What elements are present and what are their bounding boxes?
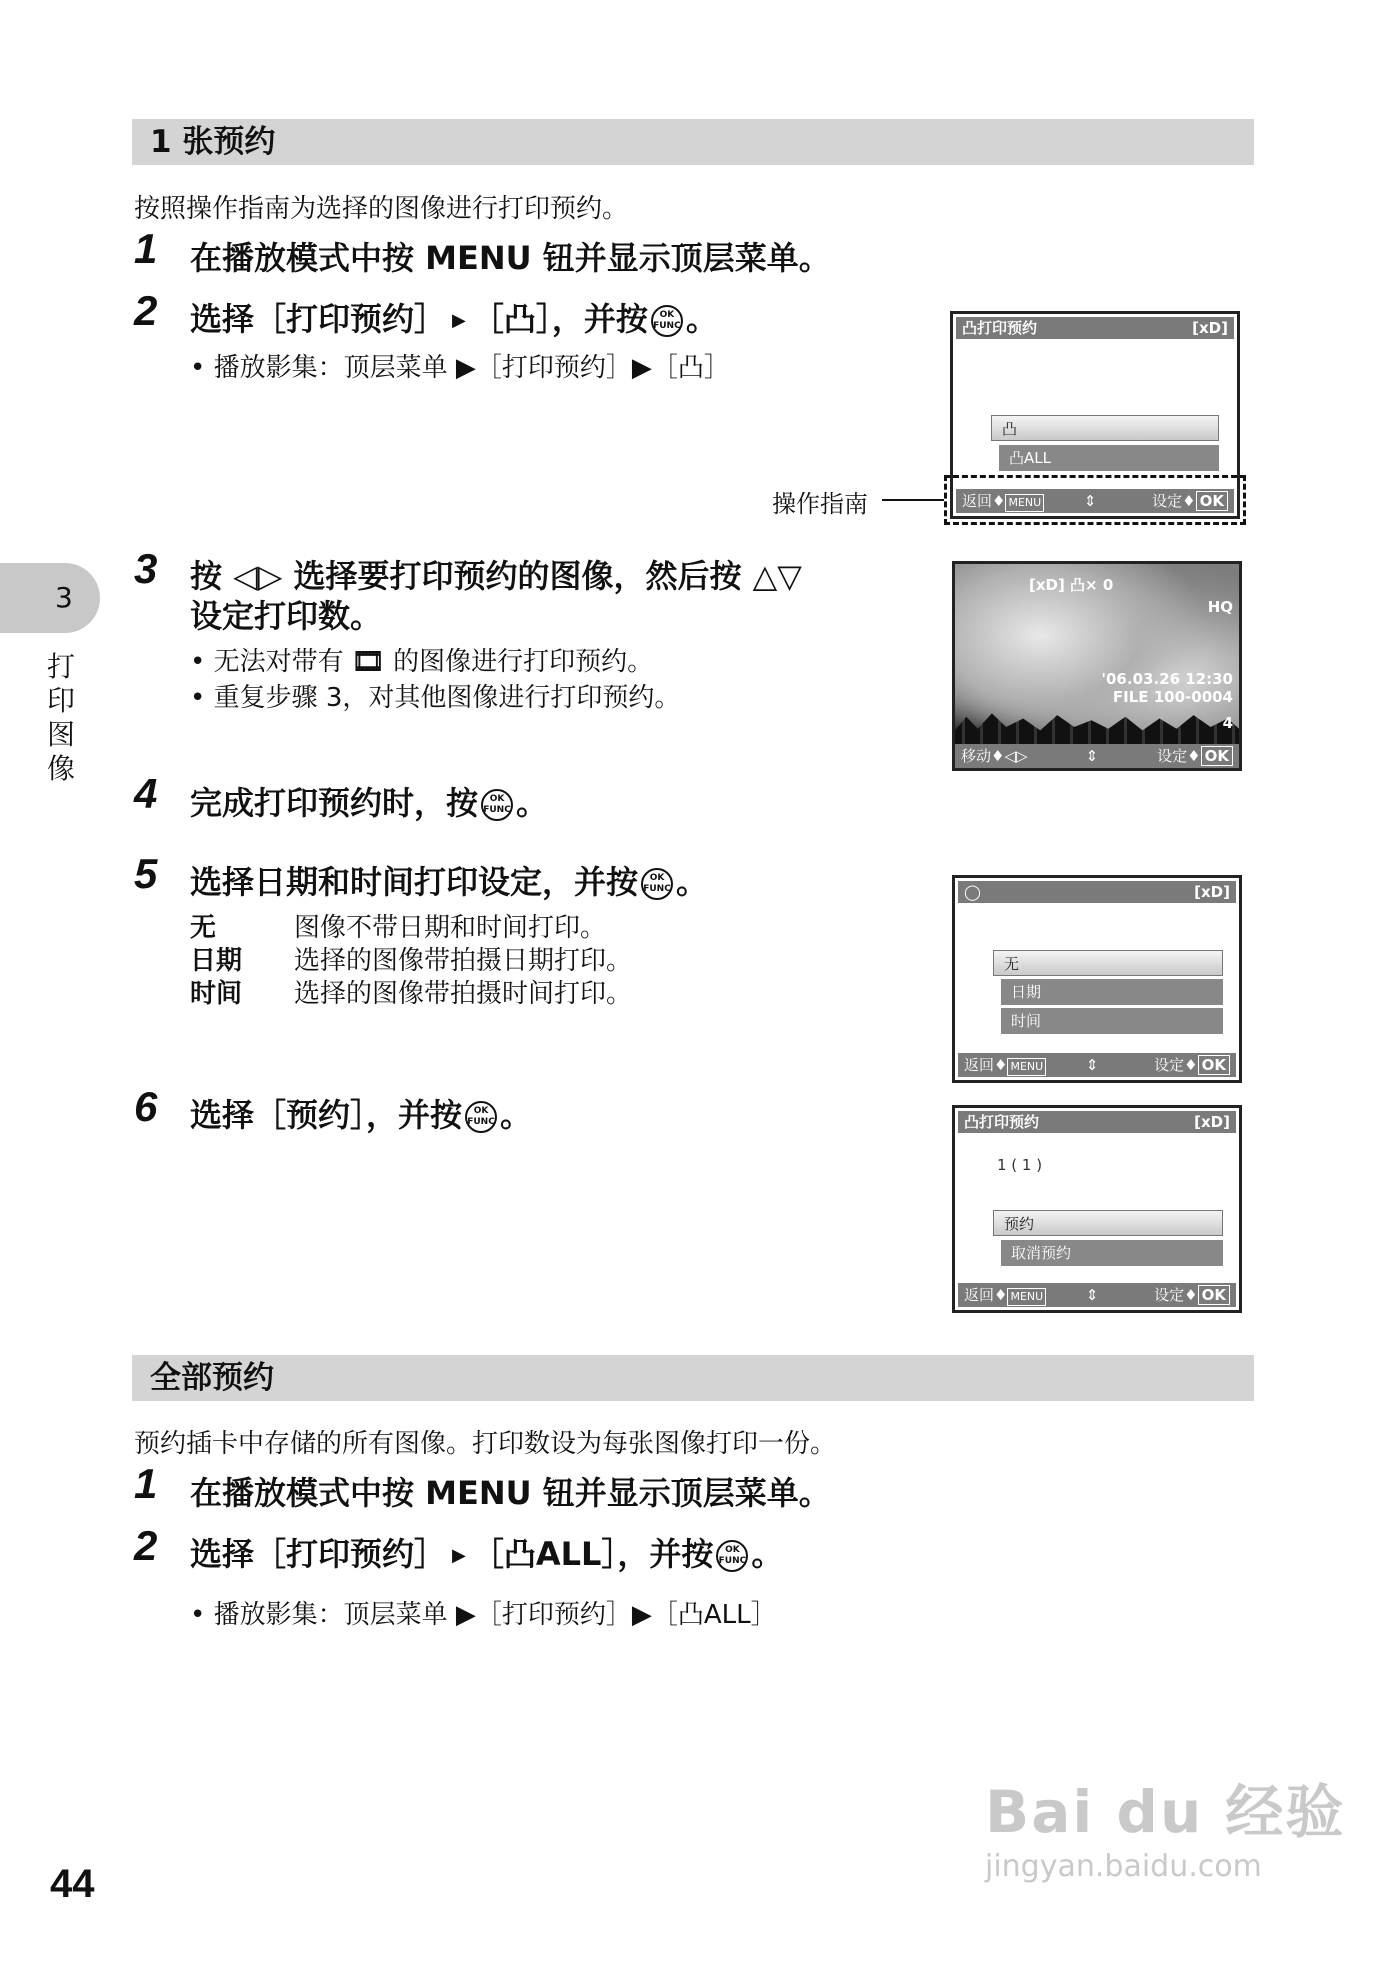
definition-row: 日期 选择的图像带拍摄日期打印。 (190, 946, 633, 976)
lcd-footer: 返回♦ MENU ⇕ 设定♦ OK (956, 489, 1234, 513)
guide-label: 操作指南 (772, 490, 868, 518)
step-title: 在播放模式中按 MENU 钮并显示顶层菜单。 (190, 239, 831, 277)
lcd-datetime-menu (952, 875, 1242, 1083)
photo-print-count: [xD] 凸× 0 (1029, 576, 1114, 594)
photo-file-number: FILE 100-0004 (1112, 688, 1233, 706)
step-bullet: • 播放影集：顶层菜单 ▶［打印预约］▶［凸］ (190, 353, 730, 383)
step-title: 选择日期和时间打印设定，并按 OK FUNC 。 (190, 863, 709, 901)
section-header-all: 全部预约 (132, 1355, 1254, 1401)
definition-row: 无 图像不带日期和时间打印。 (190, 913, 607, 943)
arrow-right-icon: ▶ (452, 1545, 466, 1566)
lcd-confirm-menu (952, 1105, 1242, 1313)
lcd-header: 凸打印预约 [xD] (956, 317, 1234, 339)
section-intro-single: 按照操作指南为选择的图像进行打印预约。 (134, 194, 629, 224)
lcd-footer: 移动♦◁▷ ⇕ 设定♦ OK (955, 744, 1239, 768)
lcd-option-cancel: 取消预约 (1001, 1240, 1223, 1266)
lcd-option-all: 凸ALL (999, 445, 1219, 471)
step-bullet: • 播放影集：顶层菜单 ▶［打印预约］▶［凸ALL］ (190, 1600, 777, 1630)
photo-quality: HQ (1207, 598, 1233, 616)
lcd-option-single: 凸 (991, 415, 1219, 441)
photo-datetime: '06.03.26 12:30 (1101, 670, 1233, 688)
step-number: 3 (134, 545, 158, 592)
chapter-label: 打印图像 (46, 650, 75, 785)
ok-func-button-icon: OK FUNC (716, 1540, 748, 1572)
chapter-tab: 3 (0, 563, 100, 633)
lcd-option-reserve: 预约 (993, 1210, 1223, 1236)
section-intro-all: 预约插卡中存储的所有图像。打印数设为每张图像打印一份。 (134, 1429, 837, 1459)
ok-func-button-icon: OK FUNC (651, 305, 683, 337)
lcd-photo-preview (952, 561, 1242, 771)
lcd-header: 凸打印预约 [xD] (958, 1111, 1236, 1133)
watermark-brand: Bai du 经验 (985, 1778, 1346, 1846)
step-number: 6 (134, 1083, 158, 1130)
lcd-footer: 返回♦ MENU ⇕ 设定♦ OK (958, 1283, 1236, 1307)
step-number: 2 (134, 1522, 158, 1569)
lcd-print-count: 1 ( 1 ) (997, 1156, 1043, 1174)
photo-frame-count: 4 (1222, 714, 1233, 732)
step-number: 5 (134, 850, 158, 897)
lcd-option-time: 时间 (1001, 1008, 1223, 1034)
baidu-watermark (985, 1765, 1345, 1884)
step-number: 1 (134, 1460, 158, 1507)
photo-treeline (955, 710, 1239, 744)
lcd-option-none: 无 (993, 950, 1223, 976)
step-bullet: • 无法对带有 🎞 的图像进行打印预约。 (190, 647, 654, 677)
step-number: 1 (134, 225, 158, 272)
section-header-single: 1 张预约 (132, 119, 1254, 165)
lcd-footer: 返回♦ MENU ⇕ 设定♦ OK (958, 1053, 1236, 1077)
step-title: 选择［预约］，并按 OK FUNC 。 (190, 1096, 533, 1134)
guide-highlight-box (944, 475, 1246, 525)
step-bullet: • 重复步骤 3，对其他图像进行打印预约。 (190, 683, 681, 713)
step-title: 按 ◁▷ 选择要打印预约的图像，然后按 △▽ 设定打印数。 (190, 557, 802, 635)
step-number: 2 (134, 287, 158, 334)
page-number: 44 (50, 1862, 95, 1906)
lcd-option-date: 日期 (1001, 979, 1223, 1005)
step-title: 选择［打印预约］ ▶ ［凸ALL］，并按 OK FUNC 。 (190, 1534, 783, 1576)
ok-func-button-icon: OK FUNC (481, 789, 513, 821)
guide-leader-line (882, 499, 944, 501)
ok-func-button-icon: OK FUNC (465, 1101, 497, 1133)
up-down-arrows-icon: △▽ (752, 557, 802, 595)
left-right-arrows-icon: ◁▷ (233, 557, 283, 595)
definition-row: 时间 选择的图像带拍摄时间打印。 (190, 979, 633, 1009)
step-title: 在播放模式中按 MENU 钮并显示顶层菜单。 (190, 1474, 831, 1512)
arrow-right-icon: ▶ (452, 310, 466, 331)
step-title: 选择［打印预约］ ▶ ［凸］，并按 OK FUNC 。 (190, 299, 718, 341)
lcd-header: ◯ [xD] (958, 881, 1236, 903)
clock-icon: ◯ (964, 883, 981, 901)
step-title: 完成打印预约时，按 OK FUNC 。 (190, 784, 549, 822)
step-number: 4 (134, 770, 158, 817)
watermark-url: jingyan.baidu.com (985, 1849, 1262, 1884)
movie-icon: 🎞 (351, 647, 385, 677)
ok-func-button-icon: OK FUNC (641, 868, 673, 900)
